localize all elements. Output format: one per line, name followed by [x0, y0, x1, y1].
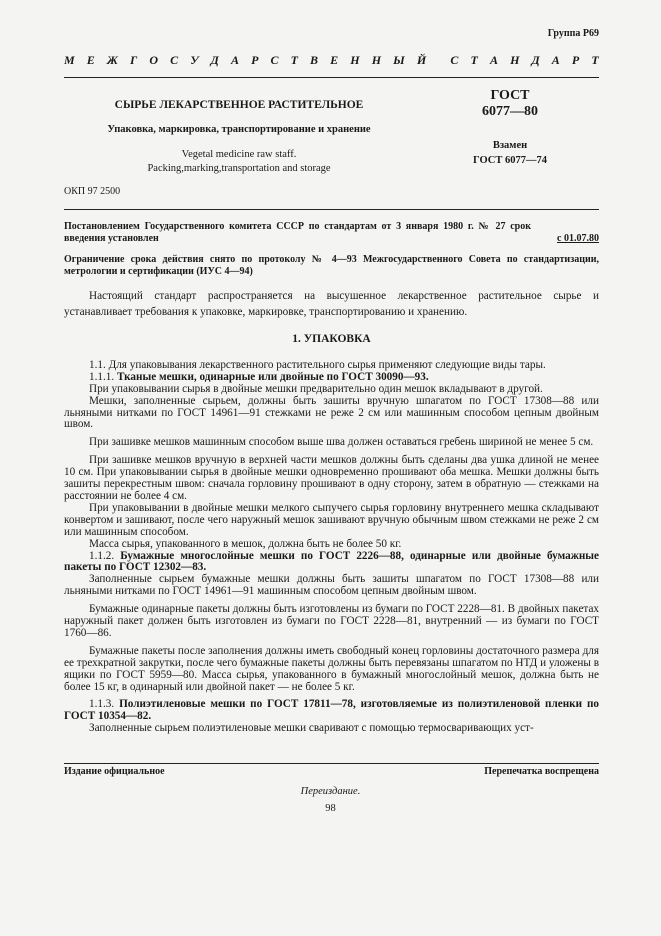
reissue-note: Переиздание. [300, 786, 361, 797]
banner-letter: А [230, 53, 239, 67]
banner-letter: О [149, 53, 158, 67]
banner-letter: А [551, 53, 560, 67]
banner-letter: Е [330, 53, 339, 67]
banner-letter: Т [470, 53, 478, 67]
paragraph: Бумажные пакеты после заполнения должны иметь свободный конец горловины достаточного размера для ее трехкратной закрутки, после чего бумажные пакеты должны быть перевязаны шпагатом по НТД и уложены в ящики по ГОСТ 5959—80. Масса сырья, упакованного в бумажный многослойный мешок, должна быть не более 15 кг, в одинарный или двойной пакет — не более 5 кг. [64, 644, 599, 693]
banner-letter: Г [129, 53, 138, 67]
paragraph-1-1-3 [64, 699, 599, 723]
paragraph: Масса сырья, упакованного в мешок, должна быть не более 50 кг. [89, 537, 402, 550]
interstate-standard-banner [64, 53, 599, 71]
effective-date: с 01.07.80 [557, 233, 599, 244]
paragraph: Мешки, заполненные сырьем, должны быть зашиты вручную шпагатом по ГОСТ 17308—88 или льняными нитками по ГОСТ 14961—91 стежками не реже 2 см или машинным способом цепным двойным швом. [64, 394, 599, 431]
paragraph: При упаковывании сырья в двойные мешки предварительно один мешок вкладывают в другой. [89, 382, 543, 395]
banner-letter: Р [251, 53, 259, 67]
banner-letter: У [190, 53, 199, 67]
limitation-note: Ограничение срока действия снято по протоколу № 4—93 Межгосударственного Совета по стандартизации, метрологии и сертификации (ИУС 4—94) [64, 254, 599, 277]
document-body [64, 288, 599, 735]
clause-title: Тканые мешки, одинарные или двойные по ГОСТ 30090—93. [116, 370, 429, 383]
intro-paragraph: Настоящий стандарт распространяется на высушенное лекарственное растительное сырье и устанавливает требования к упаковке, маркировке, транспортированию и хранению. [64, 290, 599, 318]
clause-number: 1.1.2. [89, 549, 115, 562]
paragraph: Заполненные сырьем бумажные мешки должны быть зашиты шпагатом по ГОСТ 17308—88 или льняными нитками по ГОСТ 14961—91 машинным способом цепным двойным швом. [64, 573, 599, 598]
clause-title: Бумажные многослойные мешки по ГОСТ 2226—88, одинарные или двойные бумажные пакеты по ГОСТ 12302—83. [64, 549, 599, 574]
banner-letter: Ж [106, 53, 118, 67]
banner-letter: Р [571, 53, 580, 67]
paragraph: При упаковывании в двойные мешки мелкого сыпучего сырья горловину внутреннего мешка складывают конвертом и зашивают, после чего наружный мешок зашивают вручную обычным швом стежками не реже 2 см или машинным способом. [64, 501, 599, 538]
banner-letter: Н [371, 53, 382, 67]
gost-number: 6077—80 [482, 104, 538, 119]
banner-letter: Н [350, 53, 360, 67]
section-rule [64, 209, 599, 210]
paragraph: При зашивке мешков машинным способом выше шва должен оставаться гребень шириной не менее 5 см. [89, 436, 594, 449]
gost-label: ГОСТ [490, 88, 530, 103]
clause-title: Полиэтиленовые мешки по ГОСТ 17811—78, изготовляемые из полиэтиленовой пленки по ГОСТ 10354—82. [64, 698, 599, 723]
paragraph-1-1-1 [64, 372, 599, 384]
document-subtitle: Упаковка, маркировка, транспортирование и хранение [107, 124, 371, 135]
paragraph: Бумажные одинарные пакеты должны быть изготовлены из бумаги по ГОСТ 2228—81. В двойных пакетах наружный пакет должен быть изготовлен из бумаги по ГОСТ 2228—81, внутренний — из бумаги по ГОСТ 1760—86. [64, 603, 599, 639]
banner-letter: Т [290, 53, 298, 67]
banner-letter: М [64, 53, 75, 67]
banner-letter: Ы [393, 53, 405, 67]
banner-letter: Д [210, 53, 219, 67]
group-code: Группа Р69 [547, 28, 599, 39]
paragraph-1-1-2 [64, 551, 599, 575]
replaces-gost: ГОСТ 6077—74 [473, 155, 547, 166]
banner-letter: С [450, 53, 459, 67]
banner-letter: А [489, 53, 498, 67]
paragraph-1-1: 1.1. Для упаковывания лекарственного растительного сырья применяют следующие виды тары. [89, 358, 546, 371]
decree-text: Постановлением Государственного комитета СССР по стандартам от 3 января 1980 г. № 27 срок введения установлен [64, 221, 531, 244]
banner-letter: Т [591, 53, 599, 67]
edition-note: Издание официальное [64, 766, 165, 777]
replaces-block [430, 138, 590, 168]
english-title [64, 148, 414, 176]
banner-letter: С [270, 53, 279, 67]
replaces-label: Взамен [492, 140, 528, 151]
english-title-line1: Vegetal medicine raw staff. [181, 149, 297, 160]
banner-letter: Д [531, 53, 540, 67]
document-title: СЫРЬЕ ЛЕКАРСТВЕННОЕ РАСТИТЕЛЬНОЕ [114, 99, 364, 111]
header-rule [64, 77, 599, 78]
banner-letter: Н [510, 53, 520, 67]
section-heading: 1. УПАКОВКА [292, 333, 371, 345]
reprint-note: Перепечатка воспрещена [484, 766, 599, 777]
clause-number: 1.1.1. [89, 370, 115, 383]
english-title-line2: Packing,marking,transportation and storage [147, 163, 331, 174]
gost-number-block [440, 88, 580, 120]
banner-letter: С [170, 53, 179, 67]
footer-rule [64, 763, 599, 764]
paragraph: Заполненные сырьем полиэтиленовые мешки сваривают с помощью термосваривающих уст- [89, 722, 534, 735]
banner-letter: Й [416, 53, 427, 67]
banner-letter: В [310, 53, 319, 67]
paragraph: При зашивке мешков вручную в верхней части мешков должны быть сделаны два ушка длиной не менее 10 см. При упаковывании сырья в двойные мешки одновременно прошивают оба мешка. Мешки должны быть зашиты перекрестным швом: сначала горловину прошивают в одну сторону, затем в обратную — стежками на расстоянии не более 4 см. [64, 454, 599, 502]
page-number: 98 [325, 803, 336, 814]
banner-letter: Е [86, 53, 95, 67]
okp-code: ОКП 97 2500 [64, 186, 121, 197]
clause-number: 1.1.3. [89, 698, 115, 711]
